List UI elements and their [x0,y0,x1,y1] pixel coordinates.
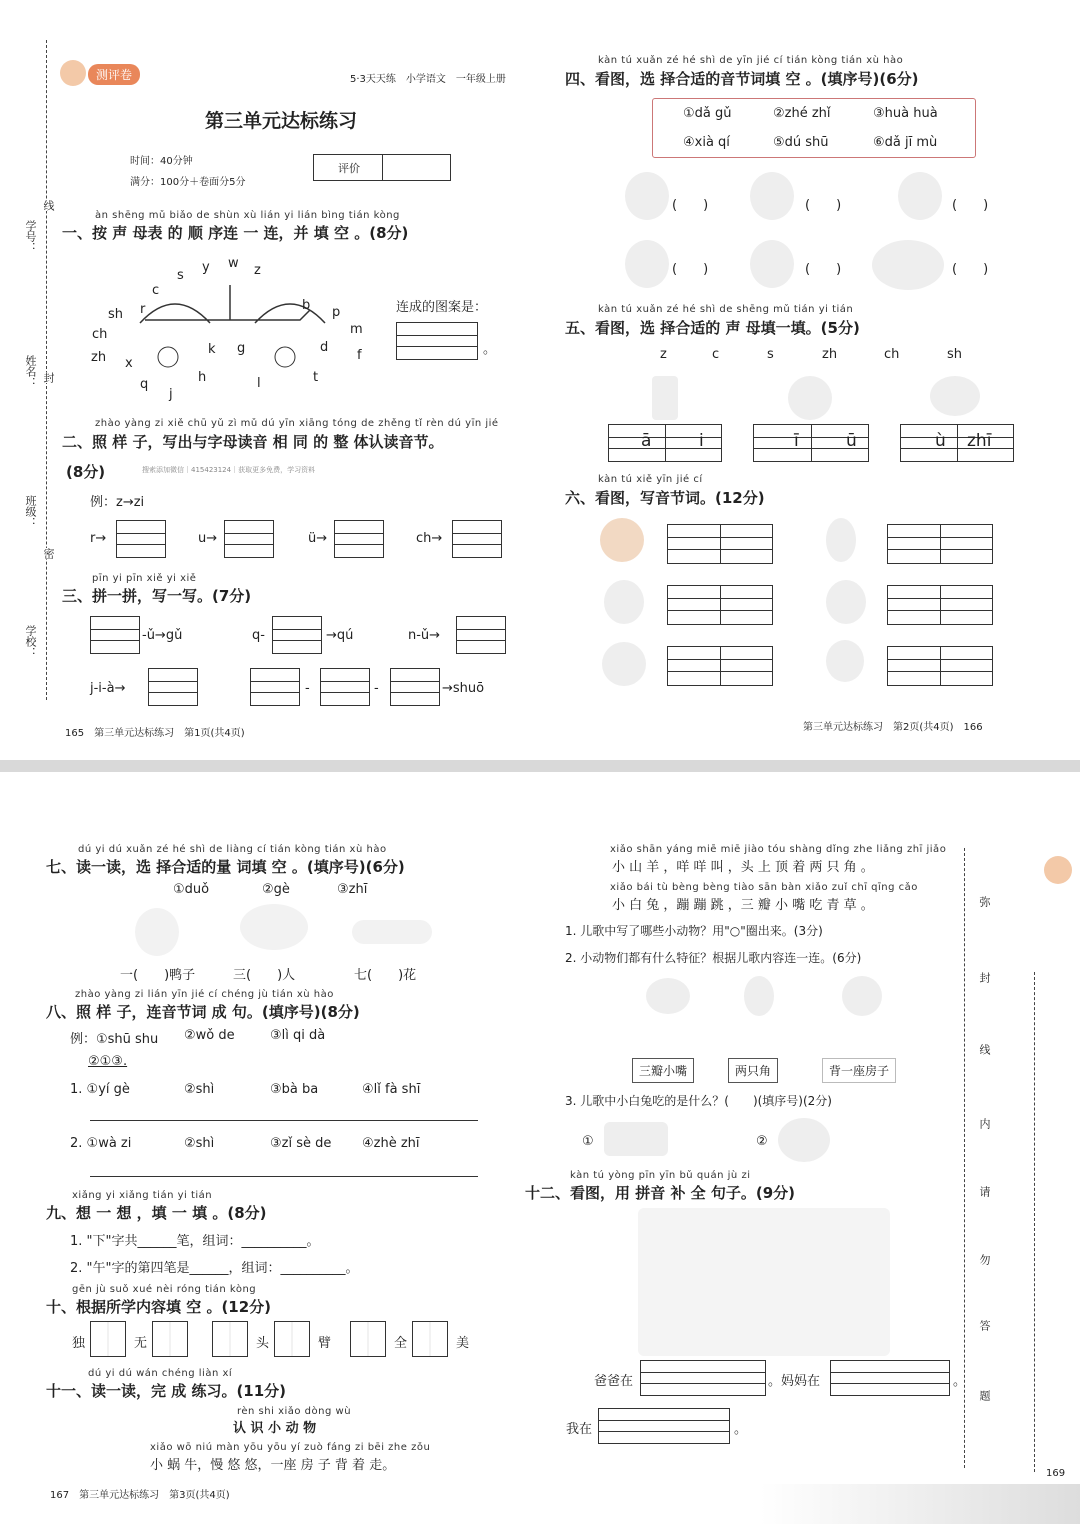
initial-option: s [767,347,774,362]
q1-answer-period: 。 [483,342,497,357]
child-drumming-illustration [625,172,669,220]
letter-dot[interactable]: ch [92,327,108,342]
q7-option: ③zhī [337,882,368,897]
q10-char: 头 [256,1336,270,1351]
q2-title: 二、照 样 子，写出与字母读音 相 同 的 整 体认读音节。 [62,433,444,451]
poem-line-pinyin: xiǎo bái tù bèng bèng tiào sān bàn xiǎo zuǐ chī qīng cǎo [610,882,918,893]
q7-title: 七、读一读，选 择合适的量 词填 空 。(填序号)(6分) [46,858,405,876]
letter-dot[interactable]: j [169,387,173,402]
seal-mark: 封 [978,972,991,983]
q2-score: (8分) [66,463,106,481]
letter-dot[interactable]: sh [108,307,124,322]
q6-title: 六、看图，写音节词。(12分) [565,489,765,507]
trait-card[interactable]: 两只角 [728,1058,778,1083]
fork-illustration [652,376,678,420]
q12-label: 。妈妈在 [768,1374,821,1389]
sheet-top [0,0,1080,760]
q4-option: ⑤dú shū [773,135,829,150]
q2-item-label: ü→ [308,531,328,546]
letter-dot[interactable]: w [228,256,239,271]
sheet-separator [0,760,1080,772]
sheet-bottom [0,772,1080,1540]
letter-dot[interactable]: zh [91,350,107,365]
q4-answer-paren[interactable]: ( ) [952,262,989,277]
q10-char: 全 [394,1336,408,1351]
q11-title: 十一、读一读，完 成 练习。(11分) [46,1382,287,1400]
page-number: 169 [1046,1468,1066,1479]
q11-sub2: 2. 小动物们都有什么特征？根据儿歌内容连一连。(6分) [565,951,862,965]
q3-answer-box[interactable] [250,668,300,706]
q6-answer-box[interactable] [887,524,993,564]
corn-illustration [826,518,856,562]
q1-answer-box[interactable] [396,322,478,360]
page-footer: 167 第三单元达标练习 第3页(共4页) [50,1490,230,1501]
seal-mark: 线 [978,1044,991,1055]
letter-dot[interactable]: l [257,376,261,391]
student-id-label: 学号： [24,220,37,253]
q7-option: ①duǒ [173,882,210,897]
q1-answer-label: 连成的图案是： [396,300,488,315]
q7-blank[interactable]: 七( )花 [354,968,417,983]
q4-option: ②zhé zhǐ [773,106,831,121]
letter-dot[interactable]: k [208,342,216,357]
q4-answer-paren[interactable]: ( ) [952,198,989,213]
page-footer: 第三单元达标练习 第2页(共4页) 166 [803,722,983,733]
evaluation-label: 评价 [338,162,360,175]
poem-line-pinyin: xiǎo shān yáng miē miē jiào tóu shàng dǐng zhe liǎng zhī jiǎo [610,844,947,855]
seal-mark: 勿 [978,1254,991,1265]
flower-illustration [602,642,646,686]
letter-dot[interactable]: b [302,298,311,313]
seal-mark: 内 [978,1118,991,1129]
ant-illustration [604,580,644,624]
goat-illustration [842,976,882,1016]
q10-title: 十、根据所学内容填 空 。(12分) [46,1298,272,1316]
q8-title: 八、照 样 子，连音节词 成 句。(填序号)(8分) [46,1003,360,1021]
q8-s1-word: ②shì [184,1082,215,1097]
tian-grid[interactable] [152,1321,188,1357]
q7-pinyin: dú yi dú xuǎn zé hé shì de liàng cí tián kòng tián xù hào [78,844,387,855]
score-info: 满分：100分＋卷面分5分 [130,177,246,188]
letter-dot[interactable]: p [332,305,341,320]
spider-web-illustration [788,376,832,420]
child-folding-paper-illustration [750,240,794,288]
q6-answer-box[interactable] [667,524,773,564]
q2-answer-box[interactable] [116,520,166,558]
children-illustration [240,904,308,950]
q3-formula: →shuō [442,681,485,696]
final-text: ù [935,431,946,451]
q8-answer-line[interactable] [90,1120,478,1121]
final-text: ī [794,431,799,451]
q2-answer-box[interactable] [452,520,502,558]
letter-dot[interactable]: z [254,263,261,278]
letter-dot[interactable]: c [152,283,160,298]
letter-dot[interactable]: y [202,260,210,275]
seal-mark: 弥 [978,896,991,907]
q7-blank[interactable]: 一( )鸭子 [120,968,196,983]
q3-answer-box[interactable] [320,668,370,706]
children-playing-chess-illustration [872,240,944,290]
child-drawing-illustration [625,240,669,288]
mascot-icon [60,60,86,86]
q10-pinyin: gēn jù suǒ xué nèi róng tián kòng [72,1284,257,1295]
q12-answer-box[interactable] [830,1360,950,1396]
q6-answer-box[interactable] [887,585,993,625]
initial-option: zh [822,347,838,362]
q3-formula: -ǔ→gǔ [142,628,183,643]
q2-example: 例：z→zi [90,495,145,510]
q10-char: 臂 [318,1336,332,1351]
page-title: 第三单元达标练习 [205,110,358,132]
time-info: 时间：40分钟 [130,156,193,167]
q4-answer-paren[interactable]: ( ) [805,262,842,277]
tian-grid[interactable] [350,1321,386,1357]
binding-line [46,40,47,700]
q2-item-label: ch→ [416,531,443,546]
letter-dot[interactable]: m [350,322,363,337]
q8-example-answer: ②①③. [88,1054,128,1069]
q3-answer-box[interactable] [90,616,140,654]
letter-dot[interactable]: q [140,377,149,392]
q8-s1-word: ④lǐ fà shī [362,1082,421,1097]
q10-char: 无 [134,1336,148,1351]
q5-initial-box[interactable] [900,424,1014,462]
q12-pinyin: kàn tú yòng pīn yīn bǔ quán jù zi [570,1170,751,1181]
q4-option: ④xià qí [683,135,730,150]
q3-formula: - [305,681,310,696]
q12-label: 。 [734,1422,748,1437]
seal-mark: 密 [42,548,55,559]
q2-answer-box[interactable] [224,520,274,558]
pumpkin-illustration [600,518,644,562]
school-label: 学校： [24,625,37,658]
watermark-text: 搜索添加微信｜415423124｜获取更多免费，学习资料 [142,466,316,474]
q5-pinyin: kàn tú xuǎn zé hé shì de shēng mǔ tián yi tián [598,304,854,315]
q3-formula: - [374,681,379,696]
evaluation-box [313,154,451,181]
exam-badge: 测评卷 [88,64,140,85]
flowers-illustration [352,920,432,944]
tooth-illustration [826,640,864,682]
q3-answer-box[interactable] [148,668,198,706]
trait-card[interactable]: 三瓣小嘴 [632,1058,694,1083]
q2-pinyin: zhào yàng zi xiě chū yǔ zì mǔ dú yīn xiāng tóng de zhěng tǐ rèn dú yīn jié [95,418,499,429]
letter-dot[interactable]: f [357,348,362,363]
letter-dot[interactable]: r [140,302,146,317]
q6-pinyin: kàn tú xiě yīn jié cí [598,474,703,485]
q8-s2-word: 2. ①wà zi [70,1136,132,1151]
tian-grid[interactable] [90,1321,126,1357]
q8-s1-word: 1. ①yí gè [70,1082,130,1097]
poem-line-pinyin: xiǎo wō niú màn yōu yōu yí zuò fáng zi bēi zhe zǒu [150,1442,431,1453]
q4-option: ①dǎ gǔ [683,106,732,121]
letter-dot[interactable]: x [125,356,133,371]
car-outline-drawing [90,255,390,405]
letter-dot[interactable]: t [313,370,319,385]
name-label: 姓名： [24,355,37,388]
q4-option: ⑥dǎ jī mù [873,135,938,150]
q8-example: ②wǒ de [184,1028,235,1043]
trait-card[interactable]: 背一座房子 [822,1058,896,1083]
poem-line: 小 山 羊 ，咩 咩 叫 ，头 上 顶 着 两 只 角 。 [612,860,874,875]
q9-pinyin: xiǎng yi xiǎng tián yi tián [72,1190,213,1201]
q2-item-label: u→ [198,531,218,546]
q12-answer-box[interactable] [598,1408,730,1444]
q1-title: 一、按 声 母表 的 顺 序连 一 连，并 填 空 。(8分) [62,224,409,242]
initial-option: ch [884,347,900,362]
child-building-blocks-illustration [750,172,794,220]
initial-option: z [660,347,667,362]
tian-grid[interactable] [274,1321,310,1357]
q8-s2-word: ④zhè zhī [362,1136,420,1151]
q6-answer-box[interactable] [887,646,993,686]
final-text: ā [641,431,652,451]
branch-illustration [930,376,980,416]
q12-title: 十二、看图，用 拼音 补 全 句子。(9分) [525,1184,796,1202]
poem-title: 认 识 小 动 物 [233,1421,317,1436]
initial-option: c [712,347,720,362]
q8-pinyin: zhào yàng zi lián yīn jié cí chéng jù tián xù hào [75,989,334,1000]
snail-illustration [646,978,690,1014]
class-label: 班级： [24,495,37,528]
seal-mark: 请 [978,1186,991,1197]
q3-formula: n-ǔ→ [408,628,441,643]
q11-sub3: 3. 儿歌中小白兔吃的是什么？( )(填序号)(2分) [565,1094,832,1108]
q3-formula: j-i-à→ [90,681,126,696]
q3-formula: q- [252,628,265,643]
q6-answer-box[interactable] [667,585,773,625]
mascot-icon [1044,856,1072,884]
q7-blank[interactable]: 三( )人 [233,968,296,983]
q8-s2-word: ③zǐ sè de [270,1136,332,1151]
q4-option: ③huà huà [873,106,938,121]
q10-char: 独 [72,1336,86,1351]
choice-label: ② [756,1134,768,1149]
q4-options-box [652,98,976,158]
q9-title: 九、想 一 想 ，填 一 填 。(8分) [46,1204,267,1222]
q8-s2-word: ②shì [184,1136,215,1151]
q3-title: 三、拼一拼，写一写。(7分) [62,587,252,605]
series-label: 5·3天天练 小学语文 一年级上册 [350,74,506,85]
cabbage-illustration [778,1118,830,1162]
q10-char: 美 [456,1336,470,1351]
seal-mark: 题 [978,1390,991,1401]
letter-dot[interactable]: g [237,341,246,356]
choice-label: ① [582,1134,594,1149]
q4-answer-paren[interactable]: ( ) [672,262,709,277]
tian-grid[interactable] [412,1321,448,1357]
initial-option: sh [947,347,963,362]
family-chores-illustration [638,1208,890,1356]
rabbit-illustration [744,976,774,1016]
page-fade-overlay [760,1484,1080,1524]
letter-dot[interactable]: d [320,340,329,355]
q11-pinyin: dú yi dú wán chéng liàn xí [88,1368,233,1379]
poem-line: 小 白 兔 ，蹦 蹦 跳 ，三 瓣 小 嘴 吃 青 草 。 [612,898,874,913]
q9-line[interactable]: 1. "下"字共______笔，组词：__________。 [70,1234,320,1249]
letter-dot[interactable]: h [198,370,207,385]
q7-option: ②gè [262,882,290,897]
binding-line [1034,972,1035,1472]
penguin-illustration [826,580,866,624]
poem-title-pinyin: rèn shi xiǎo dòng wù [237,1406,352,1417]
q12-label: 我在 [566,1422,593,1437]
q5-initial-box[interactable] [753,424,869,462]
final-text: i [699,431,704,451]
q3-formula: →qú [326,628,354,643]
q12-label: 爸爸在 [594,1374,634,1389]
final-text: zhī [967,431,992,451]
q4-pinyin: kàn tú xuǎn zé hé shì de yīn jié cí tián kòng tián xù hào [598,55,904,66]
q9-line[interactable]: 2. "午"字的第四笔是______，组词：__________。 [70,1261,359,1276]
q5-initial-box[interactable] [608,424,722,462]
q6-answer-box[interactable] [667,646,773,686]
duck-illustration [135,908,179,956]
seal-mark: 答 [978,1320,991,1331]
letter-dot[interactable]: s [177,268,184,283]
q12-label: 。 [953,1374,967,1389]
page-footer: 165 第三单元达标练习 第1页(共4页) [65,728,245,739]
q5-title: 五、看图，选 择合适的 声 母填一填。(5分) [565,319,860,337]
q1-pinyin: àn shēng mǔ biǎo de shùn xù lián yi lián bìng tián kòng [95,210,400,221]
q8-s1-word: ③bà ba [270,1082,319,1097]
q3-answer-box[interactable] [456,616,506,654]
poem-line: 小 蜗 牛，慢 悠 悠，一座 房 子 背 着 走。 [150,1458,396,1473]
q8-answer-line[interactable] [90,1176,478,1177]
q4-answer-paren[interactable]: ( ) [805,198,842,213]
q8-example: 例：①shū shu [70,1032,159,1047]
q11-sub1: 1. 儿歌中写了哪些小动物？用"○"圈出来。(3分) [565,924,823,938]
q8-example: ③lì qi dà [270,1028,326,1043]
child-reading-illustration [898,172,942,220]
tian-grid[interactable] [212,1321,248,1357]
q4-title: 四、看图，选 择合适的音节词填 空 。(填序号)(6分) [565,70,919,88]
binding-line [964,848,965,1468]
final-text: ū [846,431,857,451]
grass-illustration [604,1122,668,1156]
q4-answer-paren[interactable]: ( ) [672,198,709,213]
q3-pinyin: pīn yi pīn xiě yi xiě [92,573,197,584]
seal-mark: 封 [42,372,55,383]
q2-answer-box[interactable] [334,520,384,558]
seal-mark: 线 [42,200,55,211]
q3-answer-box[interactable] [272,616,322,654]
q12-answer-box[interactable] [640,1360,766,1396]
q3-answer-box[interactable] [390,668,440,706]
q2-item-label: r→ [90,531,107,546]
